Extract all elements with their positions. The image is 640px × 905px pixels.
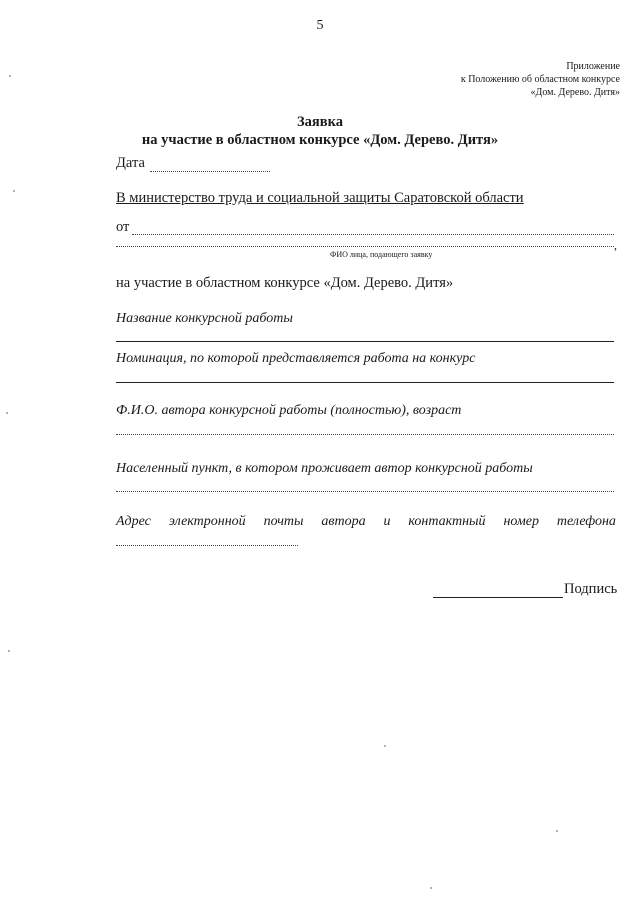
scan-speck — [384, 745, 386, 747]
address-word: автора — [321, 514, 366, 529]
from-caption: ФИО лица, подающего заявку — [330, 250, 433, 259]
annex-line: Приложение — [566, 61, 620, 72]
page-number: 5 — [316, 18, 324, 33]
scan-speck — [556, 830, 558, 832]
date-field-line[interactable] — [150, 171, 270, 172]
address-word: Адрес — [116, 514, 151, 529]
contacts-line[interactable] — [116, 545, 298, 546]
scan-speck — [430, 887, 432, 889]
from-label: от — [116, 219, 130, 235]
locality-line[interactable] — [116, 491, 614, 492]
form-title: Заявка — [297, 114, 343, 130]
field-label-author: Ф.И.О. автора конкурсной работы (полностью), возраст — [116, 403, 462, 418]
field-label-contacts — [116, 514, 616, 530]
scan-speck — [9, 75, 11, 77]
field-label-work-title: Название конкурсной работы — [116, 311, 293, 326]
signature-label: Подпись — [564, 581, 618, 597]
date-label: Дата — [116, 155, 145, 171]
from-field-line-2[interactable] — [116, 246, 614, 247]
signature-line[interactable] — [433, 597, 563, 598]
author-line[interactable] — [116, 434, 614, 435]
comma-mark: , — [614, 238, 617, 252]
address-word: и — [383, 514, 391, 529]
from-field-line[interactable] — [132, 234, 614, 235]
field-label-nomination: Номинация, по которой представляется работа на конкурс — [116, 351, 476, 366]
address-word: электронной — [168, 514, 246, 529]
address-word: номер — [503, 514, 540, 529]
nomination-line[interactable] — [116, 382, 614, 383]
annex-line: «Дом. Дерево. Дитя» — [530, 87, 620, 98]
work-title-line[interactable] — [116, 341, 614, 342]
address-word: контактный — [408, 514, 486, 529]
address-word: телефона — [556, 514, 616, 529]
scan-speck — [8, 650, 10, 652]
annex-note — [461, 60, 620, 99]
field-label-locality: Населенный пункт, в котором проживает автор конкурсной работы — [116, 461, 533, 476]
scan-speck — [13, 190, 15, 192]
scan-speck — [6, 412, 8, 414]
address-word: почты — [263, 514, 304, 529]
participation-line: на участие в областном конкурсе «Дом. Дерево. Дитя» — [116, 275, 454, 291]
recipient-line: В министерство труда и социальной защиты Саратовской области — [116, 190, 524, 206]
annex-line: к Положению об областном конкурсе — [460, 74, 620, 85]
form-subtitle: на участие в областном конкурсе «Дом. Дерево. Дитя» — [141, 132, 499, 148]
